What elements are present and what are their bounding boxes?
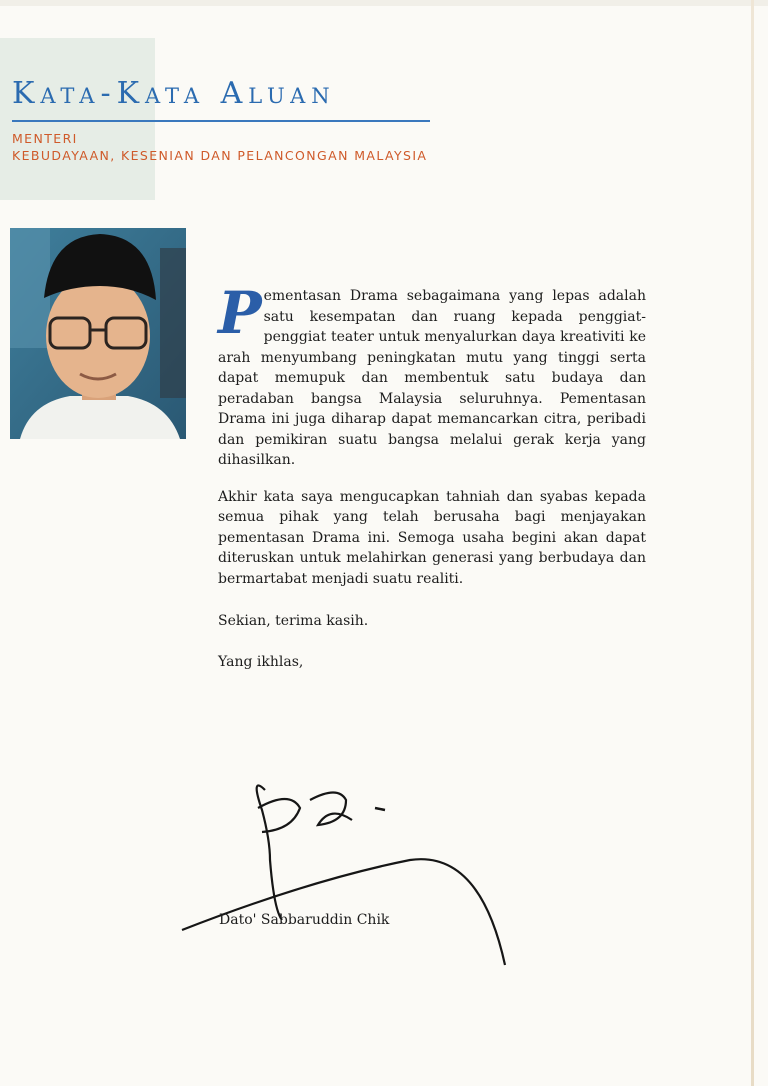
header-background (0, 38, 155, 200)
closing (218, 611, 646, 672)
paragraph-1 (218, 279, 646, 471)
page-edge (751, 0, 754, 1086)
signature (170, 770, 530, 970)
subtitle-line-1: MENTERI (12, 131, 78, 146)
portrait-photo (10, 228, 186, 439)
paragraph-1-text: ementasan Drama sebagaimana yang lepas adalah satu kesempatan dan ruang kepada penggiat-penggiat teater untuk menyalurkan daya kreativiti ke arah menyumbang peningkatan mutu yang tinggi serta dapat memupuk dan membentuk satu budaya dan peradaban bangsa Malaysia seluruhnya. Pementasan Drama ini juga diharap dapat memancarkan citra, peribadi dan pemikiran suatu bangsa melalui gerak kerja yang dihasilkan. (218, 288, 646, 468)
title-underline (12, 120, 430, 122)
minister-title (12, 130, 427, 164)
subtitle-line-2: KEBUDAYAAN, KESENIAN DAN PELANCONGAN MALAYSIA (12, 148, 428, 163)
drop-cap: P (218, 279, 262, 347)
closing-regards: Yang ikhlas, (218, 653, 304, 670)
closing-thanks: Sekian, terima kasih. (218, 613, 369, 629)
letter-body (218, 279, 646, 692)
paragraph-2: Akhir kata saya mengucapkan tahniah dan syabas kepada semua pihak yang telah berusaha bagi menjayakan pementasan Drama ini. Semoga usaha begini akan dapat diteruskan untuk melahirkan generasi yang berbudaya dan bermartabat menjadi suatu realiti. (218, 488, 646, 587)
page-title: Kata-Kata Aluan (12, 76, 336, 111)
signer-name: Dato' Sabbaruddin Chik (219, 912, 390, 928)
top-edge (0, 0, 768, 6)
